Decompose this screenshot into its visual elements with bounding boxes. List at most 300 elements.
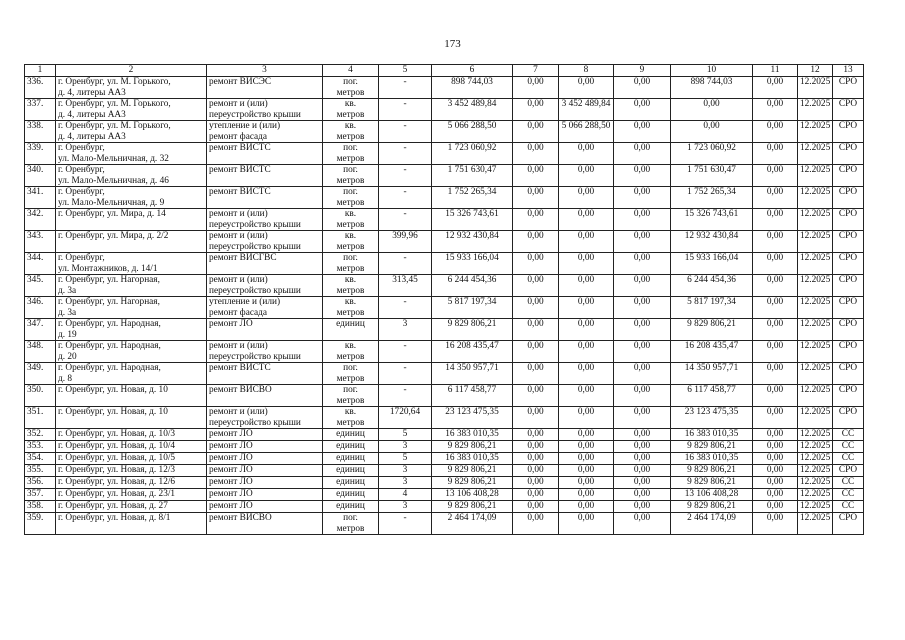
work-type-cell	[207, 209, 323, 231]
table-row	[25, 77, 864, 99]
address-cell	[56, 297, 207, 319]
fund-cell: 0,00	[513, 187, 559, 209]
row-number-cell: 340.	[25, 165, 56, 187]
volume-cell: 1720,64	[379, 407, 432, 429]
work-type-cell	[207, 187, 323, 209]
row-number-cell: 349.	[25, 363, 56, 385]
fund-cell: 0,00	[614, 187, 671, 209]
column-number: 5	[379, 65, 432, 77]
unit-cell	[323, 165, 379, 187]
fund-cell: 0,00	[513, 99, 559, 121]
repair-program-table	[24, 64, 864, 535]
column-number: 12	[798, 65, 833, 77]
fund-cell: 0,00	[513, 385, 559, 407]
fund-cell: 0,00	[559, 453, 614, 465]
completion-date-cell: 12.2025	[798, 297, 833, 319]
row-number-cell: 339.	[25, 143, 56, 165]
unit-cell	[323, 275, 379, 297]
completion-date-cell: 12.2025	[798, 363, 833, 385]
completion-date-cell: 12.2025	[798, 231, 833, 253]
fund-cell: 0,00	[559, 275, 614, 297]
owner-funds-cell: 6 244 454,36	[671, 275, 753, 297]
other-funds-cell: 0,00	[753, 319, 798, 341]
fund-cell: 0,00	[513, 513, 559, 535]
address-cell-line: д. 3а	[58, 285, 77, 296]
table-body	[25, 77, 864, 535]
unit-cell	[323, 465, 379, 477]
total-cost-cell: 5 066 288,50	[432, 121, 513, 143]
fund-cell: 0,00	[513, 121, 559, 143]
table-row	[25, 143, 864, 165]
other-funds-cell: 0,00	[753, 453, 798, 465]
column-number: 9	[614, 65, 671, 77]
fund-cell: 5 066 288,50	[559, 121, 614, 143]
fund-cell: 0,00	[513, 453, 559, 465]
unit-cell	[323, 407, 379, 429]
fund-cell: 0,00	[614, 489, 671, 501]
unit-cell-line: пог.	[343, 77, 358, 87]
funding-method-cell: СРО	[833, 407, 864, 429]
funding-method-cell: СС	[833, 501, 864, 513]
fund-cell: 0,00	[513, 231, 559, 253]
table-row	[25, 319, 864, 341]
table-row	[25, 253, 864, 275]
funding-method-cell: СРО	[833, 253, 864, 275]
fund-cell: 0,00	[559, 77, 614, 99]
work-type-cell-line: переустройство крыши	[209, 219, 301, 230]
fund-cell: 0,00	[513, 253, 559, 275]
work-type-cell	[207, 465, 323, 477]
owner-funds-cell: 2 464 174,09	[671, 513, 753, 535]
unit-cell-line: пог.	[343, 363, 358, 373]
work-type-cell-line: ремонт фасада	[209, 131, 268, 142]
owner-funds-cell: 15 326 743,61	[671, 209, 753, 231]
owner-funds-cell: 1 723 060,92	[671, 143, 753, 165]
funding-method-cell: СС	[833, 489, 864, 501]
fund-cell: 0,00	[559, 231, 614, 253]
funding-method-cell: СРО	[833, 297, 864, 319]
fund-cell: 0,00	[513, 429, 559, 441]
address-cell-line: д. 4, литеры АА3	[58, 131, 126, 142]
unit-cell-line: кв.	[344, 407, 357, 417]
fund-cell: 0,00	[614, 77, 671, 99]
address-cell-line: г. Оренбург, ул. Новая, д. 10	[58, 385, 168, 395]
fund-cell: 0,00	[614, 209, 671, 231]
table-row	[25, 513, 864, 535]
other-funds-cell: 0,00	[753, 77, 798, 99]
row-number-cell: 348.	[25, 341, 56, 363]
volume-cell: -	[379, 513, 432, 535]
work-type-cell	[207, 275, 323, 297]
owner-funds-cell: 9 829 806,21	[671, 477, 753, 489]
owner-funds-cell: 23 123 475,35	[671, 407, 753, 429]
unit-cell	[323, 341, 379, 363]
unit-cell	[323, 477, 379, 489]
other-funds-cell: 0,00	[753, 501, 798, 513]
address-cell-line: г. Оренбург,	[58, 253, 105, 263]
address-cell	[56, 465, 207, 477]
completion-date-cell: 12.2025	[798, 429, 833, 441]
unit-cell-line: кв.	[344, 99, 357, 109]
table-row	[25, 121, 864, 143]
funding-method-cell: СРО	[833, 319, 864, 341]
fund-cell: 0,00	[614, 477, 671, 489]
completion-date-cell: 12.2025	[798, 209, 833, 231]
total-cost-cell: 16 208 435,47	[432, 341, 513, 363]
owner-funds-cell: 16 383 010,35	[671, 429, 753, 441]
completion-date-cell: 12.2025	[798, 341, 833, 363]
work-type-cell-line: ремонт и (или)	[209, 209, 268, 219]
total-cost-cell: 9 829 806,21	[432, 501, 513, 513]
volume-cell: 313,45	[379, 275, 432, 297]
volume-cell: -	[379, 187, 432, 209]
address-cell	[56, 143, 207, 165]
address-cell	[56, 513, 207, 535]
unit-cell	[323, 297, 379, 319]
completion-date-cell: 12.2025	[798, 121, 833, 143]
completion-date-cell: 12.2025	[798, 477, 833, 489]
address-cell-line: г. Оренбург, ул. Новая, д. 12/6	[58, 477, 176, 487]
total-cost-cell: 898 744,03	[432, 77, 513, 99]
fund-cell: 0,00	[614, 513, 671, 535]
column-number: 6	[432, 65, 513, 77]
fund-cell: 0,00	[614, 453, 671, 465]
unit-cell-line: метров	[336, 307, 365, 318]
unit-cell	[323, 121, 379, 143]
work-type-cell-line: ремонт ВИСТС	[209, 165, 271, 175]
fund-cell: 0,00	[614, 297, 671, 319]
fund-cell: 0,00	[513, 297, 559, 319]
volume-cell: -	[379, 165, 432, 187]
address-cell	[56, 385, 207, 407]
column-number: 3	[207, 65, 323, 77]
address-cell-line: г. Оренбург, ул. Нагорная,	[58, 275, 160, 285]
volume-cell: 4	[379, 489, 432, 501]
address-cell-line: г. Оренбург, ул. М. Горького,	[58, 121, 171, 131]
unit-cell	[323, 319, 379, 341]
column-number: 11	[753, 65, 798, 77]
fund-cell: 0,00	[614, 99, 671, 121]
row-number-cell: 344.	[25, 253, 56, 275]
address-cell	[56, 441, 207, 453]
completion-date-cell: 12.2025	[798, 385, 833, 407]
row-number-cell: 345.	[25, 275, 56, 297]
volume-cell: -	[379, 253, 432, 275]
address-cell	[56, 429, 207, 441]
funding-method-cell: СРО	[833, 465, 864, 477]
total-cost-cell: 16 383 010,35	[432, 429, 513, 441]
owner-funds-cell: 9 829 806,21	[671, 441, 753, 453]
completion-date-cell: 12.2025	[798, 77, 833, 99]
completion-date-cell: 12.2025	[798, 165, 833, 187]
volume-cell: 3	[379, 501, 432, 513]
unit-cell	[323, 231, 379, 253]
fund-cell: 0,00	[614, 319, 671, 341]
completion-date-cell: 12.2025	[798, 513, 833, 535]
work-type-cell-line: ремонт ЛО	[209, 465, 253, 475]
fund-cell: 0,00	[559, 477, 614, 489]
work-type-cell	[207, 341, 323, 363]
address-cell-line: г. Оренбург,	[58, 165, 105, 175]
address-cell	[56, 209, 207, 231]
work-type-cell-line: ремонт ВИСЭС	[209, 77, 272, 87]
unit-cell-line: пог.	[343, 165, 358, 175]
funding-method-cell: СС	[833, 429, 864, 441]
table-row	[25, 429, 864, 441]
column-number: 7	[513, 65, 559, 77]
unit-cell-line: единиц	[336, 489, 365, 499]
funding-method-cell: СРО	[833, 275, 864, 297]
funding-method-cell: СРО	[833, 143, 864, 165]
unit-cell-line: метров	[336, 351, 365, 362]
fund-cell: 0,00	[513, 501, 559, 513]
fund-cell: 0,00	[559, 385, 614, 407]
work-type-cell	[207, 513, 323, 535]
work-type-cell-line: ремонт ЛО	[209, 489, 253, 499]
row-number-cell: 357.	[25, 489, 56, 501]
row-number-cell: 343.	[25, 231, 56, 253]
volume-cell: -	[379, 209, 432, 231]
unit-cell-line: единиц	[336, 429, 365, 439]
work-type-cell-line: переустройство крыши	[209, 417, 301, 428]
fund-cell: 0,00	[559, 501, 614, 513]
address-cell-line: г. Оренбург, ул. Нагорная,	[58, 297, 160, 307]
table-row	[25, 363, 864, 385]
unit-cell-line: метров	[336, 241, 365, 252]
fund-cell: 0,00	[614, 253, 671, 275]
fund-cell: 0,00	[614, 501, 671, 513]
fund-cell: 0,00	[513, 363, 559, 385]
fund-cell: 0,00	[559, 441, 614, 453]
volume-cell: 3	[379, 441, 432, 453]
row-number-cell: 353.	[25, 441, 56, 453]
address-cell	[56, 407, 207, 429]
total-cost-cell: 6 244 454,36	[432, 275, 513, 297]
funding-method-cell: СРО	[833, 231, 864, 253]
address-cell-line: д. 4, литеры АА3	[58, 109, 126, 120]
row-number-cell: 346.	[25, 297, 56, 319]
unit-cell-line: метров	[336, 219, 365, 230]
address-cell	[56, 501, 207, 513]
address-cell-line: г. Оренбург, ул. Народная,	[58, 363, 161, 373]
work-type-cell-line: ремонт ЛО	[209, 501, 253, 511]
row-number-cell: 347.	[25, 319, 56, 341]
row-number-cell: 342.	[25, 209, 56, 231]
other-funds-cell: 0,00	[753, 513, 798, 535]
work-type-cell-line: ремонт ЛО	[209, 453, 253, 463]
unit-cell-line: кв.	[344, 275, 357, 285]
work-type-cell	[207, 453, 323, 465]
total-cost-cell: 15 326 743,61	[432, 209, 513, 231]
table-row	[25, 209, 864, 231]
fund-cell: 0,00	[513, 275, 559, 297]
completion-date-cell: 12.2025	[798, 187, 833, 209]
fund-cell: 0,00	[614, 165, 671, 187]
unit-cell	[323, 253, 379, 275]
unit-cell-line: кв.	[344, 209, 357, 219]
address-cell-line: д. 20	[58, 351, 77, 362]
row-number-cell: 341.	[25, 187, 56, 209]
address-cell-line: г. Оренбург, ул. Народная,	[58, 341, 161, 351]
work-type-cell-line: ремонт ВИСТС	[209, 143, 271, 153]
fund-cell: 0,00	[513, 209, 559, 231]
total-cost-cell: 5 817 197,34	[432, 297, 513, 319]
total-cost-cell: 3 452 489,84	[432, 99, 513, 121]
other-funds-cell: 0,00	[753, 165, 798, 187]
row-number-cell: 352.	[25, 429, 56, 441]
other-funds-cell: 0,00	[753, 429, 798, 441]
work-type-cell	[207, 297, 323, 319]
work-type-cell	[207, 441, 323, 453]
unit-cell-line: пог.	[343, 385, 358, 395]
fund-cell: 0,00	[559, 363, 614, 385]
unit-cell	[323, 429, 379, 441]
fund-cell: 0,00	[559, 209, 614, 231]
fund-cell: 0,00	[614, 429, 671, 441]
completion-date-cell: 12.2025	[798, 407, 833, 429]
volume-cell: -	[379, 341, 432, 363]
row-number-cell: 359.	[25, 513, 56, 535]
other-funds-cell: 0,00	[753, 275, 798, 297]
total-cost-cell: 1 751 630,47	[432, 165, 513, 187]
work-type-cell-line: ремонт и (или)	[209, 341, 268, 351]
unit-cell-line: метров	[336, 175, 365, 186]
owner-funds-cell: 16 208 435,47	[671, 341, 753, 363]
owner-funds-cell: 9 829 806,21	[671, 465, 753, 477]
unit-cell	[323, 363, 379, 385]
address-cell-line: г. Оренбург, ул. Мира, д. 2/2	[58, 231, 169, 241]
other-funds-cell: 0,00	[753, 477, 798, 489]
address-cell-line: г. Оренбург, ул. Новая, д. 8/1	[58, 513, 171, 523]
fund-cell: 0,00	[513, 441, 559, 453]
owner-funds-cell: 9 829 806,21	[671, 501, 753, 513]
funding-method-cell: СРО	[833, 187, 864, 209]
completion-date-cell: 12.2025	[798, 275, 833, 297]
fund-cell: 0,00	[559, 253, 614, 275]
address-cell	[56, 231, 207, 253]
fund-cell: 0,00	[559, 187, 614, 209]
table-row	[25, 465, 864, 477]
fund-cell: 0,00	[513, 165, 559, 187]
funding-method-cell: СРО	[833, 121, 864, 143]
work-type-cell	[207, 99, 323, 121]
work-type-cell	[207, 165, 323, 187]
address-cell-line: ул. Мало-Мельничная, д. 9	[58, 197, 165, 208]
table-row	[25, 489, 864, 501]
fund-cell: 0,00	[513, 407, 559, 429]
work-type-cell	[207, 121, 323, 143]
unit-cell-line: кв.	[344, 297, 357, 307]
work-type-cell-line: ремонт фасада	[209, 307, 268, 318]
owner-funds-cell: 16 383 010,35	[671, 453, 753, 465]
volume-cell: 399,96	[379, 231, 432, 253]
unit-cell	[323, 77, 379, 99]
volume-cell: -	[379, 143, 432, 165]
unit-cell-line: метров	[336, 395, 365, 406]
completion-date-cell: 12.2025	[798, 465, 833, 477]
row-number-cell: 355.	[25, 465, 56, 477]
row-number-cell: 350.	[25, 385, 56, 407]
total-cost-cell: 1 752 265,34	[432, 187, 513, 209]
row-number-cell: 354.	[25, 453, 56, 465]
table-row	[25, 453, 864, 465]
work-type-cell	[207, 501, 323, 513]
unit-cell	[323, 99, 379, 121]
unit-cell	[323, 441, 379, 453]
volume-cell: -	[379, 77, 432, 99]
address-cell-line: д. 8	[58, 373, 73, 384]
unit-cell-line: пог.	[343, 143, 358, 153]
address-cell	[56, 341, 207, 363]
unit-cell-line: метров	[336, 373, 365, 384]
address-cell	[56, 275, 207, 297]
completion-date-cell: 12.2025	[798, 501, 833, 513]
address-cell	[56, 477, 207, 489]
total-cost-cell: 13 106 408,28	[432, 489, 513, 501]
work-type-cell-line: ремонт и (или)	[209, 407, 268, 417]
total-cost-cell: 6 117 458,77	[432, 385, 513, 407]
row-number-cell: 358.	[25, 501, 56, 513]
funding-method-cell: СРО	[833, 385, 864, 407]
table-row	[25, 297, 864, 319]
fund-cell: 0,00	[513, 477, 559, 489]
fund-cell: 0,00	[513, 319, 559, 341]
funding-method-cell: СРО	[833, 341, 864, 363]
address-cell	[56, 489, 207, 501]
volume-cell: 3	[379, 319, 432, 341]
work-type-cell-line: утепление и (или)	[209, 121, 281, 131]
funding-method-cell: СРО	[833, 77, 864, 99]
address-cell-line: г. Оренбург, ул. Новая, д. 23/1	[58, 489, 176, 499]
work-type-cell	[207, 143, 323, 165]
work-type-cell-line: переустройство крыши	[209, 351, 301, 362]
unit-cell-line: метров	[336, 109, 365, 120]
other-funds-cell: 0,00	[753, 121, 798, 143]
completion-date-cell: 12.2025	[798, 253, 833, 275]
unit-cell-line: метров	[336, 523, 365, 534]
total-cost-cell: 15 933 166,04	[432, 253, 513, 275]
total-cost-cell: 14 350 957,71	[432, 363, 513, 385]
other-funds-cell: 0,00	[753, 209, 798, 231]
volume-cell: -	[379, 121, 432, 143]
volume-cell: 3	[379, 465, 432, 477]
funding-method-cell: СРО	[833, 165, 864, 187]
total-cost-cell: 2 464 174,09	[432, 513, 513, 535]
unit-cell-line: метров	[336, 87, 365, 98]
address-cell-line: ул. Мало-Мельничная, д. 46	[58, 175, 169, 186]
unit-cell	[323, 489, 379, 501]
fund-cell: 0,00	[513, 77, 559, 99]
row-number-cell: 356.	[25, 477, 56, 489]
volume-cell: -	[379, 363, 432, 385]
unit-cell-line: единиц	[336, 453, 365, 463]
work-type-cell-line: ремонт ВИСТС	[209, 363, 271, 373]
unit-cell-line: метров	[336, 417, 365, 428]
other-funds-cell: 0,00	[753, 407, 798, 429]
row-number-cell: 351.	[25, 407, 56, 429]
work-type-cell-line: ремонт ЛО	[209, 441, 253, 451]
work-type-cell	[207, 489, 323, 501]
unit-cell-line: метров	[336, 263, 365, 274]
total-cost-cell: 9 829 806,21	[432, 477, 513, 489]
address-cell-line: д. 19	[58, 329, 77, 340]
completion-date-cell: 12.2025	[798, 441, 833, 453]
unit-cell-line: метров	[336, 131, 365, 142]
funding-method-cell: СРО	[833, 363, 864, 385]
fund-cell: 0,00	[559, 319, 614, 341]
work-type-cell	[207, 385, 323, 407]
column-number: 8	[559, 65, 614, 77]
